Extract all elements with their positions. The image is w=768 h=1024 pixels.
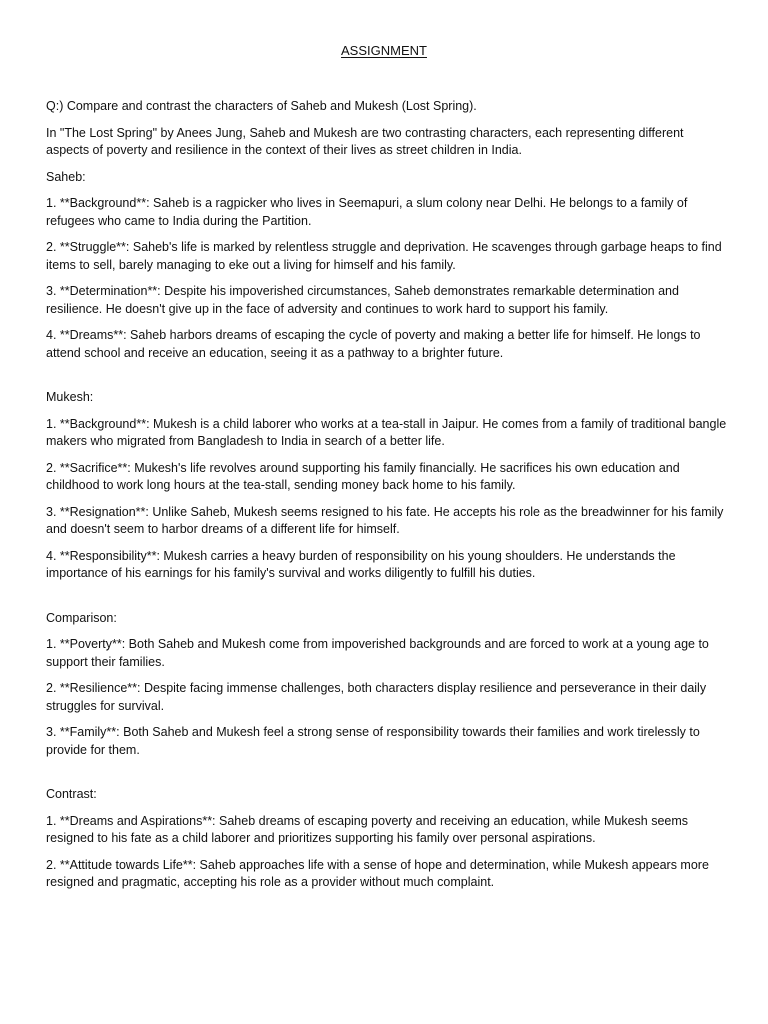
contrast-point-1: 1. **Dreams and Aspirations**: Saheb dreams of escaping poverty and receiving an education, while Mukesh seems resigned to his fate as a child laborer and prioritizes supporting his family over personal aspirations. <box>46 813 689 845</box>
contrast-heading: Contrast: <box>46 787 97 801</box>
saheb-point-2: 2. **Struggle**: Saheb's life is marked by relentless struggle and deprivation. He scavenges through garbage heaps to find items to sell, barely managing to eke out a living for himself and his family. <box>46 240 722 272</box>
document-title: ASSIGNMENT <box>341 43 427 58</box>
comparison-point-1: 1. **Poverty**: Both Saheb and Mukesh come from impoverished backgrounds and are forced to work at a young age to support their families. <box>46 637 709 669</box>
comparison-point-2: 2. **Resilience**: Despite facing immense challenges, both characters display resilience and perseverance in their daily struggles for survival. <box>46 681 707 713</box>
saheb-heading: Saheb: <box>46 169 86 184</box>
mukesh-point-1: 1. **Background**: Mukesh is a child laborer who works at a tea-stall in Jaipur. He comes from a family of traditional bangle makers who migrated from Bangladesh to India in search of a better life. <box>46 416 727 448</box>
intro-paragraph: In "The Lost Spring" by Anees Jung, Saheb and Mukesh are two contrasting characters, each representing different aspects of poverty and resilience in the context of their lives as street children in India. <box>46 125 684 157</box>
section-spacer <box>46 592 730 610</box>
saheb-point-3: 3. **Determination**: Despite his impoverished circumstances, Saheb demonstrates remarkable determination and resilience. He doesn't give up in the face of adversity and continues to work hard to support his family. <box>46 284 679 316</box>
section-spacer <box>46 371 730 389</box>
document-body <box>46 98 730 901</box>
mukesh-point-4: 4. **Responsibility**: Mukesh carries a heavy burden of responsibility on his young shoulders. He understands the importance of his earnings for his family's survival and works diligently to fulfill his duties. <box>46 548 676 580</box>
contrast-point-2: 2. **Attitude towards Life**: Saheb approaches life with a sense of hope and determination, while Mukesh appears more resigned and pragmatic, accepting his role as a provider without much complaint. <box>46 857 709 889</box>
saheb-point-1: 1. **Background**: Saheb is a ragpicker who lives in Seemapuri, a slum colony near Delhi. He belongs to a family of refugees who came to India during the Partition. <box>46 196 688 228</box>
question-text: Q:) Compare and contrast the characters of Saheb and Mukesh (Lost Spring). <box>46 99 477 113</box>
mukesh-point-2: 2. **Sacrifice**: Mukesh's life revolves around supporting his family financially. He sacrifices his own education and childhood to work long hours at the tea-stall, sending money back home to his family. <box>46 460 680 492</box>
mukesh-heading: Mukesh: <box>46 390 94 404</box>
section-spacer <box>46 768 730 786</box>
comparison-heading: Comparison: <box>46 610 117 625</box>
mukesh-point-3: 3. **Resignation**: Unlike Saheb, Mukesh seems resigned to his fate. He accepts his role as the breadwinner for his family and doesn't seem to harbor dreams of a different life for himself. <box>46 504 724 536</box>
comparison-point-3: 3. **Family**: Both Saheb and Mukesh feel a strong sense of responsibility towards their families and work tirelessly to provide for them. <box>46 725 700 757</box>
saheb-point-4: 4. **Dreams**: Saheb harbors dreams of escaping the cycle of poverty and making a better life for himself. He longs to attend school and receive an education, seeing it as a pathway to a brighter future. <box>46 328 701 360</box>
